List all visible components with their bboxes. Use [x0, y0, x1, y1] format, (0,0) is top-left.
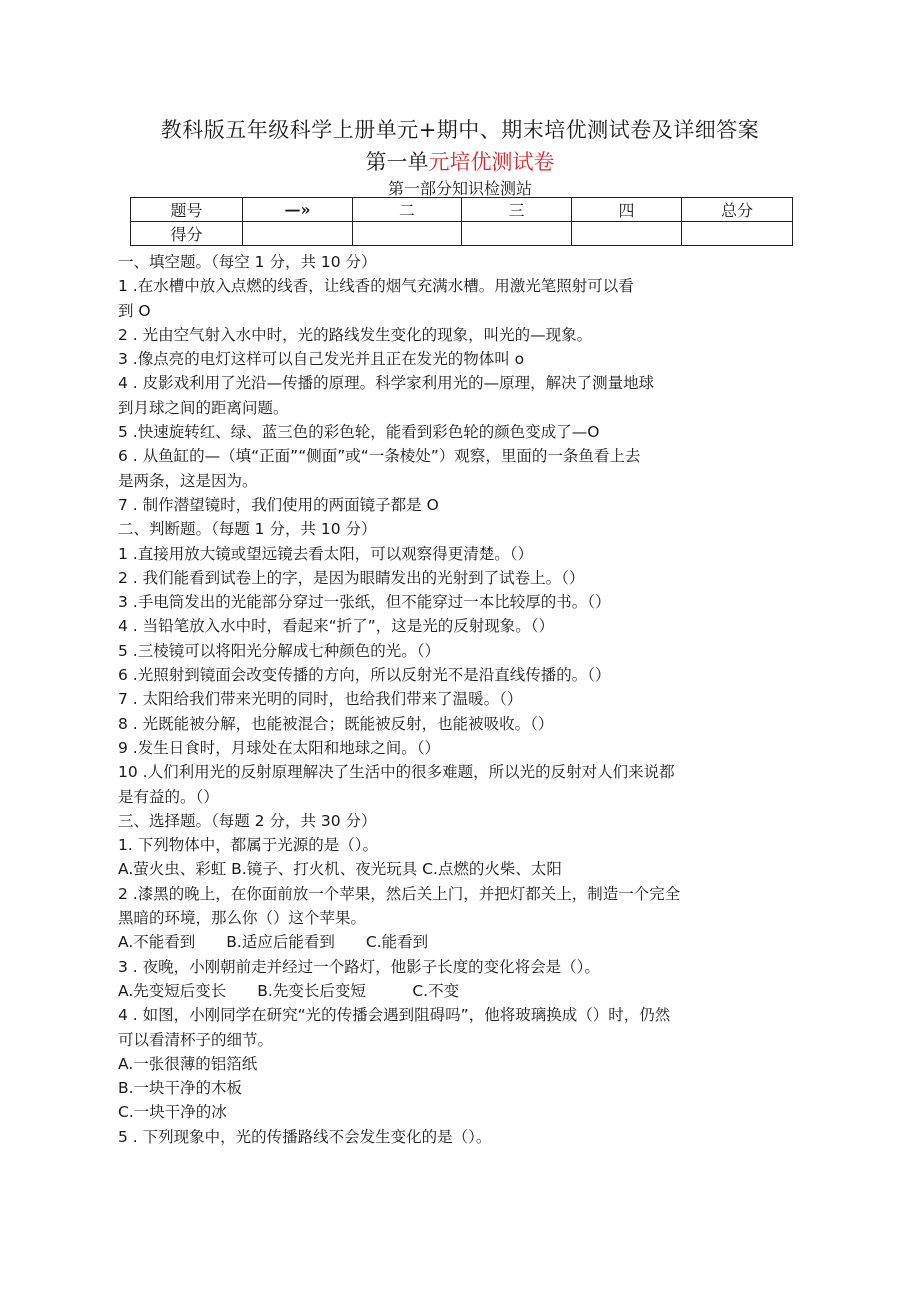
section-heading-true-false: 二、判断题。（每题 1 分，共 10 分） [118, 520, 377, 539]
question-line: 4 . 当铅笔放入水中时，看起来“折了”，这是光的反射现象。（） [118, 617, 554, 636]
section-heading-multiple-choice: 三、选择题。（每题 2 分，共 30 分） [118, 811, 377, 830]
option-line: A.先变短后变长 B.先变长后变短 C.不变 [118, 981, 460, 1000]
score-cell-1 [243, 222, 353, 246]
option-line: B.一块干净的木板 [118, 1079, 243, 1098]
header-cell-total: 总分 [682, 198, 793, 222]
score-table [130, 197, 793, 246]
section-heading-fill-blank: 一、填空题。（每空 1 分，共 10 分） [118, 253, 377, 271]
part-title: 第一部分知识检测站 [387, 179, 532, 198]
question-line: 到 O [118, 301, 151, 320]
option-line: A.不能看到 B.适应后能看到 C.能看到 [118, 933, 429, 952]
question-line: 4 . 如图，小刚同学在研究“光的传播会遇到阻碍吗”，他将玻璃换成（）时，仍然 [118, 1006, 671, 1025]
header-cell-2: 二 [353, 198, 462, 222]
option-line: C.一块干净的冰 [118, 1103, 227, 1122]
question-line: 2 . 我们能看到试卷上的字，是因为眼睛发出的光射到了试卷上。（） [118, 568, 585, 587]
score-row-label: 得分 [131, 222, 243, 246]
score-cell-total [682, 222, 793, 246]
question-line: 2 . 光由空气射入水中时，光的路线发生变化的现象，叫光的—现象。 [118, 325, 593, 344]
question-line: 5 .快速旋转红、绿、蓝三色的彩色轮，能看到彩色轮的颜色变成了—O [118, 423, 600, 442]
question-line: 可以看清杯子的细节。 [118, 1030, 274, 1049]
question-line: 5 . 下列现象中，光的传播路线不会发生变化的是（）。 [118, 1127, 492, 1146]
question-line: 黑暗的环境，那么你（）这个苹果。 [118, 909, 367, 928]
score-table-score-row [131, 222, 793, 246]
question-line: 1. 下列物体中，都属于光源的是（）。 [118, 836, 378, 855]
question-line: 到月球之间的距离问题。 [118, 398, 289, 417]
option-line: A.一张很薄的铝箔纸 [118, 1054, 258, 1073]
question-line: 1 .在水槽中放入点燃的线香，让线香的烟气充满水槽。用激光笔照射可以看 [118, 277, 634, 296]
question-line: 3 . 夜晚，小刚朝前走并经过一个路灯，他影子长度的变化将会是（）。 [118, 957, 600, 976]
question-line: 6 .光照射到镜面会改变传播的方向，所以反射光不是沿直线传播的。（） [118, 666, 611, 685]
question-line: 3 .手电筒发出的光能部分穿过一张纸，但不能穿过一本比较厚的书。（） [118, 593, 611, 612]
unit-title-black: 第一单 [365, 150, 429, 174]
score-table-header-row [131, 198, 793, 222]
score-cell-2 [353, 222, 462, 246]
question-line: 3 .像点亮的电灯这样可以自己发光并且正在发光的物体叫 o [118, 350, 525, 369]
unit-title-red: 元培优测试卷 [428, 150, 555, 174]
question-line: 7 . 太阳给我们带来光明的同时，也给我们带来了温暖。（） [118, 690, 523, 709]
page-title: 教科版五年级科学上册单元+期中、期末培优测试卷及详细答案 [160, 118, 760, 142]
score-cell-3 [462, 222, 572, 246]
question-line: 2 .漆黑的晚上，在你面前放一个苹果，然后关上门，并把灯都关上，制造一个完全 [118, 884, 681, 903]
question-line: 8 . 光既能被分解，也能被混合；既能被反射，也能被吸收。（） [118, 714, 554, 733]
header-cell-3: 三 [462, 198, 572, 222]
score-cell-4 [572, 222, 682, 246]
question-line: 6 . 从鱼缸的—（填“正面”“侧面”或“一条棱处”）观察，里面的一条鱼看上去 [118, 447, 641, 466]
option-line: A.萤火虫、彩虹 B.镜子、打火机、夜光玩具 C.点燃的火柴、太阳 [118, 860, 562, 879]
header-cell-number: 题号 [131, 198, 243, 222]
question-line: 7 . 制作潜望镜时，我们使用的两面镜子都是 O [118, 495, 439, 514]
question-line: 1 .直接用放大镜或望远镜去看太阳，可以观察得更清楚。（） [118, 544, 533, 563]
question-line: 是两条，这是因为。 [118, 471, 258, 490]
question-line: 5 .三棱镜可以将阳光分解成七种颜色的光。（） [118, 641, 440, 660]
question-body [118, 250, 808, 1149]
question-line: 是有益的。（） [118, 787, 219, 806]
unit-title [0, 146, 920, 176]
question-line: 4 . 皮影戏利用了光沿—传播的原理。科学家利用光的—原理，解决了测量地球 [118, 374, 655, 393]
question-line: 9 .发生日食时，月球处在太阳和地球之间。（） [118, 738, 440, 757]
question-line: 10 .人们利用光的反射原理解决了生活中的很多难题，所以光的反射对人们来说都 [118, 763, 675, 782]
header-cell-1: —» [243, 198, 353, 222]
header-cell-4: 四 [572, 198, 682, 222]
